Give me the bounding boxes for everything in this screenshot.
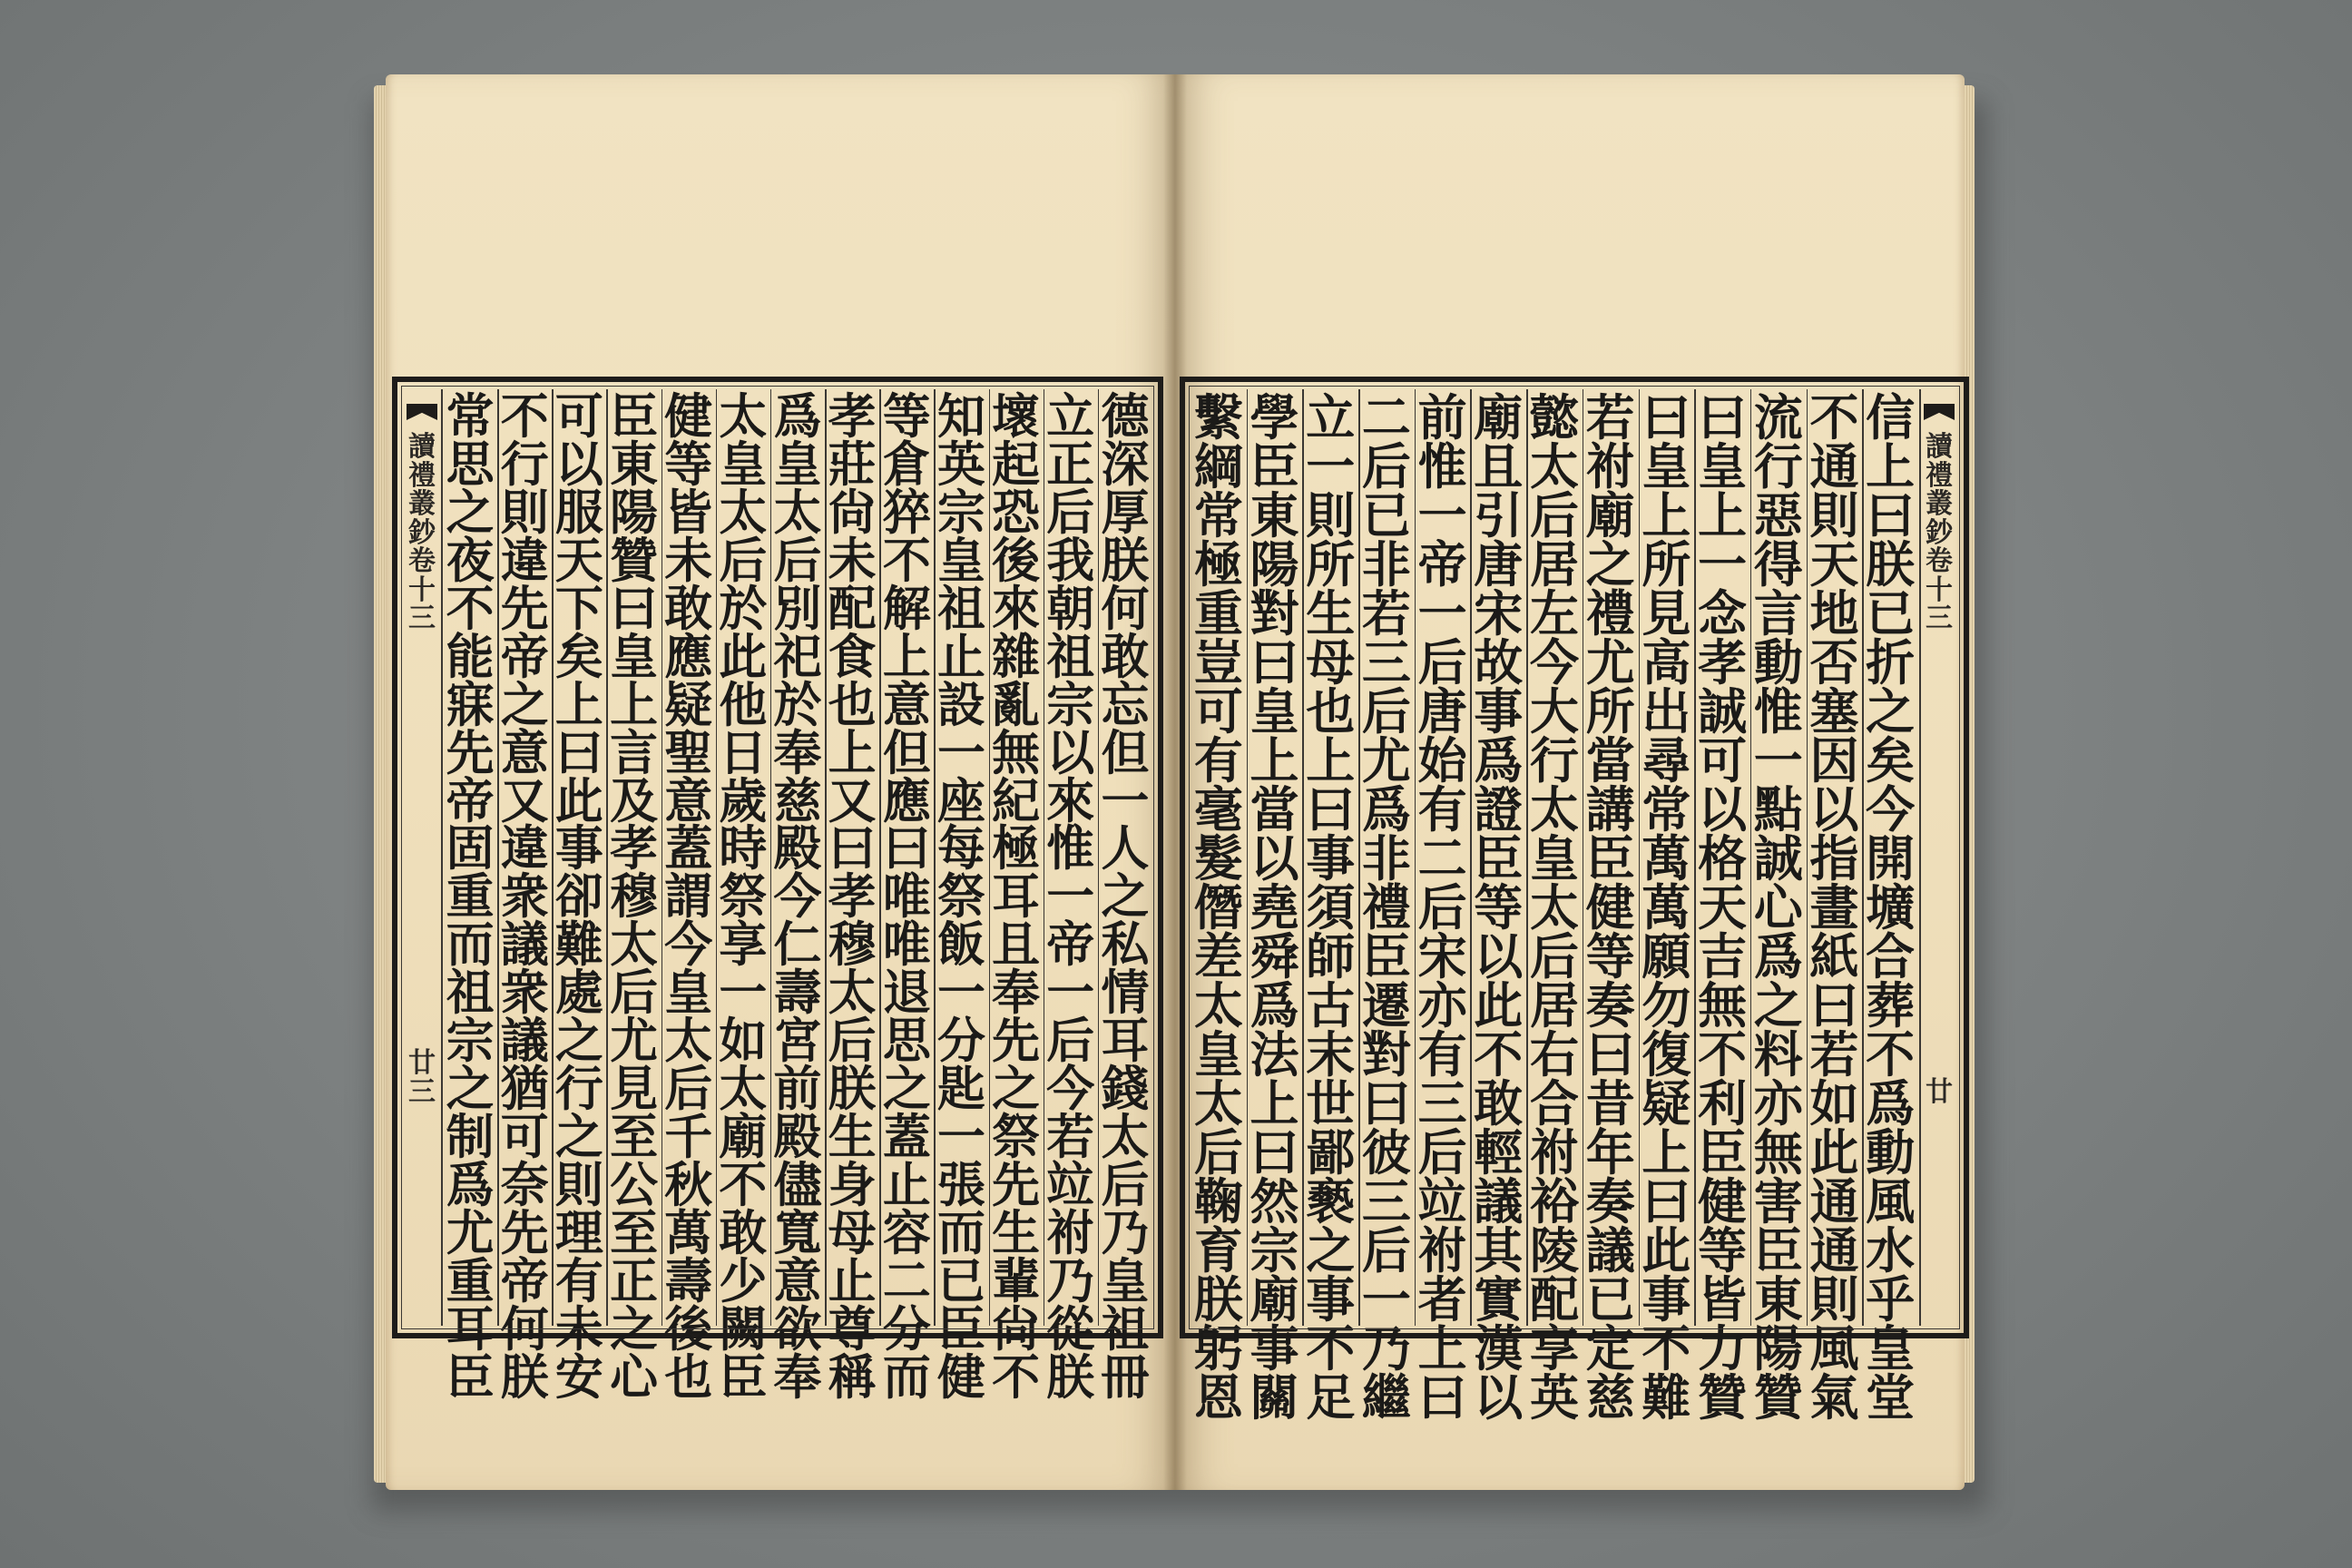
column-rule — [1415, 389, 1416, 1326]
text-column: 不 行 則 違 先 帝 之 意 又 違 衆 議 衆 議 猶 可 奈 先 帝 何 朕 — [500, 388, 549, 1406]
left-text-block — [392, 377, 1163, 1406]
text-column: 德 深 厚 朕 何 敢 忘 但 一 人 之 私 情 耳 錢 太 后 乃 皇 祖 冊 — [1101, 388, 1150, 1406]
margin-title: 讀 禮 叢 鈔 卷 十 三 — [1926, 431, 1953, 634]
column-rule — [1750, 389, 1752, 1326]
margin-page-number: 廿 — [1926, 1075, 1953, 1108]
column-rule — [441, 389, 443, 1326]
column-rule — [1470, 389, 1472, 1326]
fishtail-mark — [407, 404, 437, 420]
text-column: 繫 綱 常 極 重 豈 可 有 毫 髮 僭 差 太 皇 太 后 鞠 育 朕 躬 恩 — [1193, 388, 1243, 1426]
column-rule — [606, 389, 608, 1326]
text-column: 等 倉 猝 不 解 上 意 但 應 曰 唯 唯 退 思 之 蓋 止 容 二 分 而 — [882, 388, 931, 1406]
text-column: 學 臣 東 陽 對 曰 皇 上 當 以 堯 舜 爲 法 上 曰 然 宗 廟 事 關 — [1250, 388, 1299, 1426]
text-column: 廟 且 引 唐 宋 故 事 爲 證 臣 等 以 此 不 敢 輕 議 其 實 漢 以 — [1474, 388, 1524, 1426]
column-rule — [662, 389, 663, 1326]
column-rule — [825, 389, 827, 1326]
column-rule — [879, 389, 881, 1326]
text-column: 前 惟 一 帝 一 后 唐 始 有 二 后 宋 亦 有 三 后 竝 祔 者 上 曰 — [1417, 388, 1467, 1426]
column-rule — [552, 389, 554, 1326]
text-column: 常 思 之 夜 不 能 寐 先 帝 固 重 而 祖 宗 之 制 爲 尤 重 耳 臣 — [446, 388, 495, 1406]
column-rule — [716, 389, 718, 1326]
column-rule — [1862, 389, 1864, 1326]
text-column: 若 祔 廟 之 禮 尤 所 當 講 臣 健 等 奏 曰 昔 年 奏 議 已 定 慈 — [1585, 388, 1635, 1426]
text-column: 知 英 宗 皇 祖 止 設 一 座 每 祭 飯 一 分 匙 一 張 而 已 臣 健 — [936, 388, 985, 1406]
text-column: 可 以 服 天 下 矣 上 曰 此 事 卻 難 處 之 行 之 則 理 有 未 安 — [554, 388, 603, 1406]
text-column: 太 皇 太 后 於 此 他 日 歲 時 祭 享 一 如 太 廟 不 敢 少 闕 臣 — [719, 388, 768, 1406]
column-rule — [989, 389, 991, 1326]
right-text-block — [1180, 377, 1969, 1426]
text-column: 健 等 皆 未 敢 應 疑 聖 意 蓋 謂 今 皇 太 后 千 秋 萬 壽 後 也 — [664, 388, 713, 1406]
text-column: 不 通 則 天 地 否 塞 因 以 指 畫 紙 曰 若 如 此 通 通 則 風 氣 — [1809, 388, 1859, 1426]
column-rule — [497, 389, 499, 1326]
margin-band — [401, 391, 443, 1324]
column-rule — [1583, 389, 1584, 1326]
margin-page-number: 廿 三 — [408, 1047, 436, 1108]
column-rule — [1302, 389, 1304, 1326]
column-rule — [1639, 389, 1641, 1326]
column-rule — [934, 389, 936, 1326]
column-rule — [1358, 389, 1360, 1326]
text-column: 信 上 曰 朕 已 折 之 矣 今 開 壙 合 葬 不 爲 動 風 水 乎 皇 堂 — [1866, 388, 1916, 1426]
margin-title: 讀 禮 叢 鈔 卷 十 三 — [408, 431, 436, 634]
text-column: 孝 莊 尙 未 配 食 也 上 又 曰 孝 穆 太 后 朕 生 身 母 止 尊 稱 — [828, 388, 877, 1406]
text-column: 臣 東 陽 贊 曰 皇 上 言 及 孝 穆 太 后 尤 見 至 公 至 正 之 心 — [610, 388, 658, 1406]
column-rule — [1694, 389, 1696, 1326]
text-column: 流 行 惡 得 言 動 惟 一 點 誠 心 爲 之 料 亦 無 害 臣 東 陽 贊 — [1753, 388, 1803, 1426]
text-column: 立 一 則 所 生 母 也 上 曰 事 須 師 古 末 世 鄙 褻 之 事 不 足 — [1306, 388, 1356, 1426]
margin-band — [1918, 391, 1960, 1324]
text-column: 二 后 已 非 若 三 后 尤 爲 非 禮 臣 遷 對 曰 彼 三 后 一 乃 繼 — [1361, 388, 1411, 1426]
fishtail-mark — [1924, 404, 1955, 420]
column-rule — [1044, 389, 1045, 1326]
column-rule — [770, 389, 772, 1326]
text-column: 立 正 后 我 朝 祖 宗 以 來 惟 一 帝 一 后 今 若 竝 祔 乃 從 朕 — [1046, 388, 1095, 1406]
column-rule — [1526, 389, 1528, 1326]
text-column: 爲 皇 太 后 別 祀 於 奉 慈 殿 今 仁 壽 宮 前 殿 儘 寬 意 欲 奉 — [773, 388, 822, 1406]
text-column: 懿 太 后 居 左 今 大 行 太 皇 太 后 居 右 合 祔 裕 陵 配 享 英 — [1529, 388, 1579, 1426]
column-rule — [1098, 389, 1100, 1326]
column-rule — [1807, 389, 1808, 1326]
column-rule — [1247, 389, 1249, 1326]
text-column: 壞 起 恐 後 來 雜 亂 無 紀 極 耳 且 奉 先 之 祭 先 生 輩 尙 不 — [992, 388, 1041, 1406]
column-rule — [1919, 389, 1921, 1326]
text-column: 曰 皇 上 一 念 孝 誠 可 以 格 天 吉 無 不 利 臣 健 等 皆 力 贊 — [1698, 388, 1748, 1426]
text-column: 曰 皇 上 所 見 高 出 尋 常 萬 萬 願 勿 復 疑 上 曰 此 事 不 難 — [1642, 388, 1691, 1426]
